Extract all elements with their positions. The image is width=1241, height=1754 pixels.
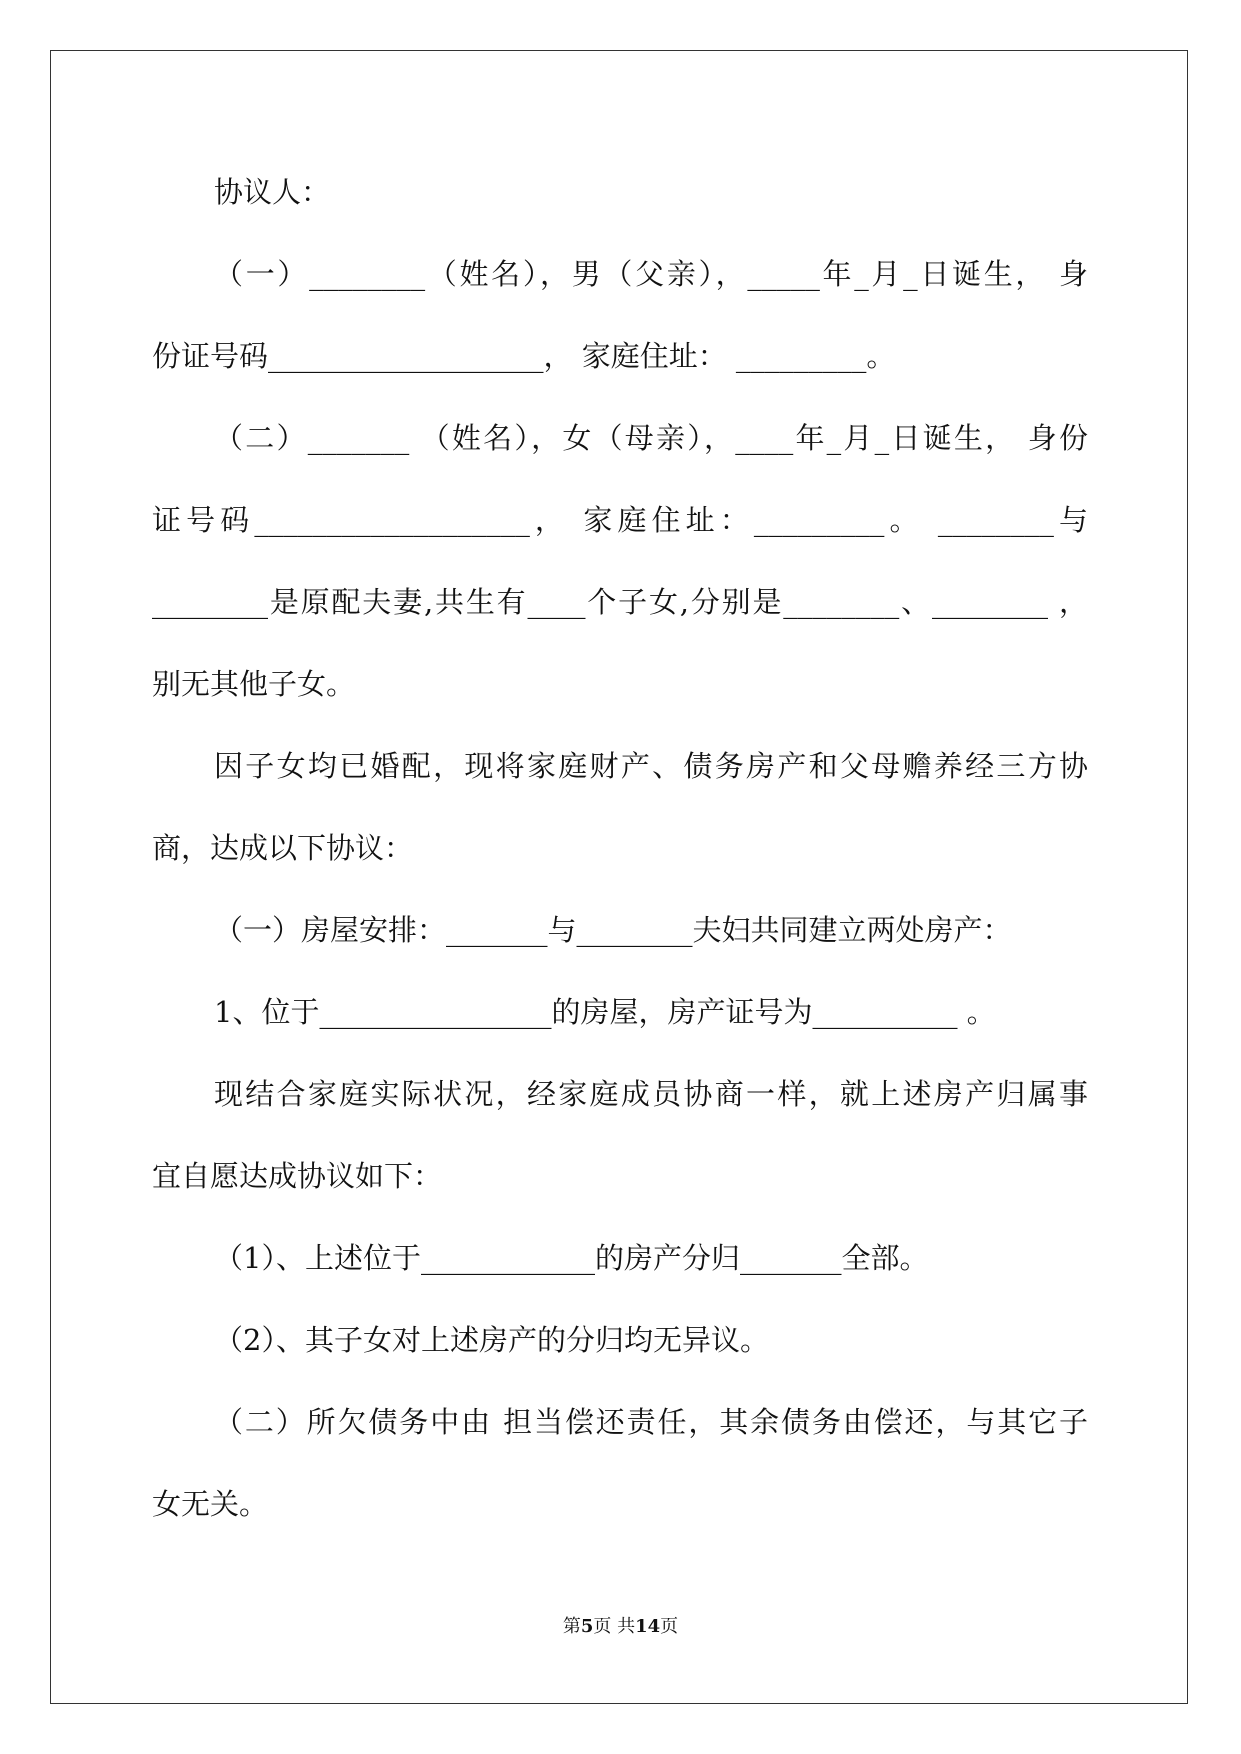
text-line: （一）房屋安排：_______与________夫妇共同建立两处房产： (214, 913, 1012, 947)
footer-suffix: 页 (660, 1616, 679, 1637)
text-line: 女无关。 (152, 1487, 269, 1521)
text-line: （1）、上述位于____________的房产分归_______全部。 (214, 1241, 929, 1275)
footer-mid: 页 共 (593, 1616, 636, 1637)
footer-prefix: 第 (562, 1616, 581, 1637)
text-line: （二）所欠债务中由 担当偿还责任，其余债务由偿还，与其它子 (214, 1405, 1088, 1439)
text-line: ________是原配夫妻,共生有____个子女,分别是________、________ ， (152, 585, 1088, 619)
text-line: 别无其他子女。 (152, 667, 356, 701)
text-line: 份证号码___________________， 家庭住址： _________。 (152, 339, 896, 373)
text-line: 现结合家庭实际状况，经家庭成员协商一样，就上述房产归属事 (214, 1077, 1088, 1111)
text-line: 证号码___________________， 家庭住址：_________。 ________与 (152, 503, 1088, 537)
text-line: （二）_______ （姓名），女（母亲），____年_月_日诞生， 身份 (214, 421, 1088, 455)
text-line: （一）________（姓名），男（父亲），_____年_月_日诞生， 身 (214, 257, 1088, 291)
page-border (50, 50, 1188, 1704)
text-line: 商，达成以下协议： (152, 831, 414, 865)
text-line: （2）、其子女对上述房产的分归均无异议。 (214, 1323, 769, 1357)
text-line: 宜自愿达成协议如下： (152, 1159, 443, 1193)
text-line: 1、位于________________的房屋，房产证号为__________ 。 (214, 995, 996, 1029)
page-footer (0, 1612, 1241, 1638)
footer-page-number: 5 (580, 1616, 594, 1637)
text-line: 因子女均已婚配，现将家庭财产、债务房产和父母赡养经三方协 (214, 749, 1088, 783)
footer-total-pages: 14 (635, 1616, 661, 1637)
text-line: 协议人： (214, 175, 331, 209)
